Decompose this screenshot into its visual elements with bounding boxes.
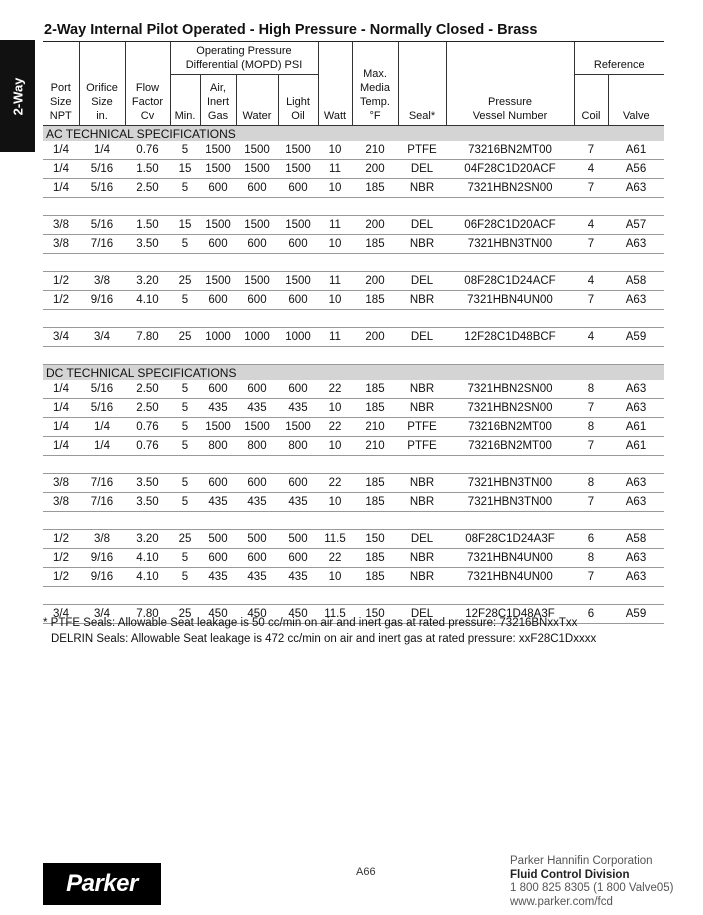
header-operating-pressure: Operating Pressure Differential (MOPD) PSI — [170, 42, 318, 75]
table-row — [43, 418, 664, 437]
table-cell: DEL — [398, 328, 446, 347]
table-cell: 600 — [278, 291, 318, 310]
group-spacer — [43, 512, 664, 530]
table-cell: 450 — [236, 605, 278, 624]
table-cell: 5/16 — [79, 160, 125, 179]
header-valve: Valve — [608, 75, 664, 126]
table-row — [43, 549, 664, 568]
table-cell: 0.76 — [125, 437, 170, 456]
header-water: Water — [236, 75, 278, 126]
table-cell: 4 — [574, 272, 608, 291]
table-cell: 600 — [200, 474, 236, 493]
table-cell: 25 — [170, 272, 200, 291]
table-cell: A63 — [608, 235, 664, 254]
table-cell: 3/8 — [79, 272, 125, 291]
table-cell: 8 — [574, 418, 608, 437]
table-cell: 7 — [574, 235, 608, 254]
table-cell: 7.80 — [125, 605, 170, 624]
table-cell: 0.76 — [125, 418, 170, 437]
side-tab-label: 2-Way — [10, 77, 25, 115]
table-cell: 185 — [352, 568, 398, 587]
table-cell: 1500 — [200, 216, 236, 235]
table-row — [43, 272, 664, 291]
table-cell: 7 — [574, 399, 608, 418]
table-cell: A59 — [608, 328, 664, 347]
table-cell: 11 — [318, 328, 352, 347]
table-cell: 1000 — [200, 328, 236, 347]
table-cell: 5/16 — [79, 179, 125, 198]
table-cell: 185 — [352, 179, 398, 198]
table-cell: 8 — [574, 380, 608, 399]
table-cell: 800 — [200, 437, 236, 456]
table-cell: 600 — [236, 291, 278, 310]
table-cell: 3/4 — [43, 328, 79, 347]
table-cell: 7321HBN3TN00 — [446, 493, 574, 512]
table-cell: A63 — [608, 380, 664, 399]
spec-table-body — [43, 126, 664, 624]
table-cell: 3.20 — [125, 272, 170, 291]
table-cell: 7/16 — [79, 474, 125, 493]
company-url: www.parker.com/fcd — [510, 895, 613, 908]
table-cell: 1/2 — [43, 549, 79, 568]
table-cell: 11.5 — [318, 530, 352, 549]
table-row — [43, 530, 664, 549]
table-cell: 800 — [278, 437, 318, 456]
table-cell: 1500 — [278, 418, 318, 437]
table-cell: 150 — [352, 530, 398, 549]
table-cell: 15 — [170, 160, 200, 179]
table-cell: 500 — [200, 530, 236, 549]
table-cell: 7321HBN4UN00 — [446, 291, 574, 310]
table-cell: 6 — [574, 605, 608, 624]
spec-table — [43, 41, 664, 624]
table-cell: 1500 — [278, 141, 318, 160]
table-cell: 3.50 — [125, 235, 170, 254]
footnote-ptfe: * PTFE Seals: Allowable Seat leakage is 50 cc/min on air and inert gas at rated pressure: 73216BNxxTxx — [43, 617, 578, 629]
table-cell: 1500 — [278, 272, 318, 291]
table-cell: 22 — [318, 418, 352, 437]
group-spacer — [43, 587, 664, 605]
group-spacer — [43, 347, 664, 365]
table-cell: 435 — [278, 493, 318, 512]
table-cell: 600 — [236, 474, 278, 493]
table-cell: 8 — [574, 474, 608, 493]
table-cell: 1.50 — [125, 216, 170, 235]
table-cell: 5 — [170, 568, 200, 587]
table-cell: 435 — [236, 568, 278, 587]
table-cell: 800 — [236, 437, 278, 456]
table-cell: NBR — [398, 179, 446, 198]
table-cell: 2.50 — [125, 380, 170, 399]
table-cell: 5/16 — [79, 399, 125, 418]
table-cell: 10 — [318, 291, 352, 310]
company-info — [510, 855, 673, 909]
table-cell: PTFE — [398, 141, 446, 160]
table-cell: A58 — [608, 530, 664, 549]
table-cell: A61 — [608, 418, 664, 437]
table-cell: 3/8 — [43, 474, 79, 493]
table-cell: 1500 — [236, 160, 278, 179]
table-cell: 11 — [318, 272, 352, 291]
table-cell: DEL — [398, 272, 446, 291]
table-cell: 7 — [574, 568, 608, 587]
table-cell: 600 — [236, 179, 278, 198]
parker-logo — [43, 863, 161, 905]
table-cell: 73216BN2MT00 — [446, 141, 574, 160]
table-cell: 1500 — [236, 272, 278, 291]
table-cell: A63 — [608, 474, 664, 493]
table-cell: 4.10 — [125, 291, 170, 310]
table-cell: 12F28C1D48A3F — [446, 605, 574, 624]
table-cell: 1500 — [200, 160, 236, 179]
table-cell: 450 — [200, 605, 236, 624]
table-cell: 73216BN2MT00 — [446, 437, 574, 456]
table-cell: 1500 — [200, 141, 236, 160]
table-cell: 22 — [318, 380, 352, 399]
table-row — [43, 568, 664, 587]
table-cell: 1500 — [236, 141, 278, 160]
section-header — [43, 365, 664, 381]
table-row — [43, 160, 664, 179]
table-cell: 10 — [318, 437, 352, 456]
table-cell: 1/4 — [43, 160, 79, 179]
table-cell: 1/4 — [43, 179, 79, 198]
table-cell: A61 — [608, 141, 664, 160]
table-row — [43, 399, 664, 418]
table-cell: A63 — [608, 568, 664, 587]
table-cell: 9/16 — [79, 549, 125, 568]
table-cell: 7321HBN4UN00 — [446, 568, 574, 587]
table-cell: 210 — [352, 141, 398, 160]
table-cell: 185 — [352, 235, 398, 254]
table-cell: 1/4 — [43, 141, 79, 160]
table-cell: 7 — [574, 493, 608, 512]
table-cell: 150 — [352, 605, 398, 624]
table-cell: 6 — [574, 530, 608, 549]
table-cell: 12F28C1D48BCF — [446, 328, 574, 347]
table-cell: NBR — [398, 291, 446, 310]
table-cell: 3.50 — [125, 493, 170, 512]
table-cell: A63 — [608, 493, 664, 512]
table-cell: NBR — [398, 399, 446, 418]
table-cell: A56 — [608, 160, 664, 179]
table-cell: 3/8 — [43, 235, 79, 254]
table-cell: 185 — [352, 380, 398, 399]
table-cell: 1.50 — [125, 160, 170, 179]
table-cell: 1/4 — [79, 437, 125, 456]
group-spacer — [43, 456, 664, 474]
table-cell: 7321HBN3TN00 — [446, 235, 574, 254]
table-cell: 600 — [278, 380, 318, 399]
table-cell: 1/4 — [43, 380, 79, 399]
table-cell: 1/4 — [43, 418, 79, 437]
table-cell: 7321HBN4UN00 — [446, 549, 574, 568]
table-cell: PTFE — [398, 437, 446, 456]
table-cell: 185 — [352, 493, 398, 512]
table-cell: 185 — [352, 291, 398, 310]
table-cell: 1/4 — [43, 399, 79, 418]
table-cell: 73216BN2MT00 — [446, 418, 574, 437]
table-cell: NBR — [398, 235, 446, 254]
section-title: DC TECHNICAL SPECIFICATIONS — [43, 365, 664, 381]
table-cell: A61 — [608, 437, 664, 456]
table-cell: 600 — [236, 380, 278, 399]
table-cell: 4.10 — [125, 568, 170, 587]
table-cell: 4 — [574, 216, 608, 235]
header-min: Min. — [170, 75, 200, 126]
table-cell: 5 — [170, 549, 200, 568]
group-spacer — [43, 254, 664, 272]
parker-logo-text: Parker — [66, 870, 138, 897]
header-seal: Seal* — [398, 42, 446, 126]
table-cell: 600 — [200, 235, 236, 254]
side-tab — [0, 40, 35, 152]
table-cell: 1/2 — [43, 530, 79, 549]
company-name: Parker Hannifin Corporation — [510, 855, 653, 867]
table-cell: 600 — [278, 549, 318, 568]
section-header — [43, 126, 664, 142]
table-cell: 500 — [236, 530, 278, 549]
table-cell: 3/8 — [43, 493, 79, 512]
table-cell: 22 — [318, 549, 352, 568]
table-cell: 9/16 — [79, 291, 125, 310]
table-cell: A63 — [608, 291, 664, 310]
table-cell: 7321HBN3TN00 — [446, 474, 574, 493]
table-cell: DEL — [398, 530, 446, 549]
table-cell: 10 — [318, 235, 352, 254]
table-row — [43, 141, 664, 160]
table-cell: 7.80 — [125, 328, 170, 347]
table-row — [43, 179, 664, 198]
table-cell: 600 — [200, 179, 236, 198]
table-cell: 10 — [318, 568, 352, 587]
table-cell: 7321HBN2SN00 — [446, 179, 574, 198]
table-cell: 1500 — [236, 418, 278, 437]
table-cell: NBR — [398, 549, 446, 568]
table-cell: 600 — [200, 549, 236, 568]
table-cell: 06F28C1D20ACF — [446, 216, 574, 235]
header-pressure-vessel: Pressure Vessel Number — [446, 42, 574, 126]
table-cell: 7 — [574, 291, 608, 310]
group-spacer — [43, 310, 664, 328]
table-cell: 600 — [278, 474, 318, 493]
table-cell: 600 — [200, 380, 236, 399]
table-cell: 4 — [574, 160, 608, 179]
table-cell: 1500 — [200, 418, 236, 437]
table-row — [43, 474, 664, 493]
table-cell: 1/2 — [43, 291, 79, 310]
table-cell: 600 — [236, 549, 278, 568]
table-cell: 3.20 — [125, 530, 170, 549]
table-cell: 435 — [278, 568, 318, 587]
table-cell: 5 — [170, 179, 200, 198]
table-cell: 600 — [278, 179, 318, 198]
table-cell: 3/8 — [43, 216, 79, 235]
page-number: A66 — [356, 866, 376, 878]
table-row — [43, 216, 664, 235]
table-cell: 1/2 — [43, 272, 79, 291]
table-cell: 25 — [170, 328, 200, 347]
table-cell: 435 — [200, 399, 236, 418]
table-cell: 5 — [170, 493, 200, 512]
table-row — [43, 380, 664, 399]
table-cell: 25 — [170, 605, 200, 624]
company-phone: 1 800 825 8305 (1 800 Valve05) — [510, 882, 674, 894]
table-cell: 600 — [236, 235, 278, 254]
group-spacer — [43, 198, 664, 216]
table-cell: 10 — [318, 493, 352, 512]
table-cell: 210 — [352, 418, 398, 437]
table-cell: 500 — [278, 530, 318, 549]
table-cell: 1000 — [236, 328, 278, 347]
table-cell: 5 — [170, 474, 200, 493]
table-cell: 450 — [278, 605, 318, 624]
header-light-oil: Light Oil — [278, 75, 318, 126]
header-air-inert-gas: Air, Inert Gas — [200, 75, 236, 126]
table-cell: A59 — [608, 605, 664, 624]
table-cell: A63 — [608, 179, 664, 198]
header-watt: Watt — [318, 42, 352, 126]
table-cell: 5/16 — [79, 380, 125, 399]
table-cell: 1500 — [200, 272, 236, 291]
table-cell: 3/4 — [79, 605, 125, 624]
table-row — [43, 328, 664, 347]
table-cell: 435 — [236, 493, 278, 512]
company-division: Fluid Control Division — [510, 868, 630, 881]
table-row — [43, 235, 664, 254]
table-cell: NBR — [398, 380, 446, 399]
table-cell: 1500 — [278, 160, 318, 179]
table-cell: A63 — [608, 399, 664, 418]
table-cell: DEL — [398, 160, 446, 179]
table-cell: 7 — [574, 437, 608, 456]
table-cell: 435 — [200, 568, 236, 587]
table-cell: 1/4 — [43, 437, 79, 456]
table-cell: 11.5 — [318, 605, 352, 624]
table-row — [43, 437, 664, 456]
table-cell: 600 — [200, 291, 236, 310]
table-cell: 5 — [170, 418, 200, 437]
table-cell: 04F28C1D20ACF — [446, 160, 574, 179]
table-cell: 2.50 — [125, 179, 170, 198]
table-cell: 7/16 — [79, 235, 125, 254]
table-cell: 7 — [574, 141, 608, 160]
header-port: Port Size NPT — [43, 42, 79, 126]
table-cell: NBR — [398, 474, 446, 493]
table-cell: 11 — [318, 160, 352, 179]
table-cell: 1/2 — [43, 568, 79, 587]
table-cell: 185 — [352, 399, 398, 418]
table-cell: 200 — [352, 328, 398, 347]
table-cell: PTFE — [398, 418, 446, 437]
table-cell: 0.76 — [125, 141, 170, 160]
table-cell: 5 — [170, 291, 200, 310]
table-cell: 1/4 — [79, 141, 125, 160]
table-cell: 7321HBN2SN00 — [446, 399, 574, 418]
table-cell: A57 — [608, 216, 664, 235]
section-title: AC TECHNICAL SPECIFICATIONS — [43, 126, 664, 142]
header-flow-factor: Flow Factor Cv — [125, 42, 170, 126]
table-cell: 5 — [170, 235, 200, 254]
table-cell: 8 — [574, 549, 608, 568]
table-cell: 08F28C1D24A3F — [446, 530, 574, 549]
table-cell: 5 — [170, 399, 200, 418]
table-cell: 9/16 — [79, 568, 125, 587]
table-cell: 200 — [352, 216, 398, 235]
table-cell: DEL — [398, 605, 446, 624]
table-cell: 5/16 — [79, 216, 125, 235]
table-cell: 4 — [574, 328, 608, 347]
table-cell: NBR — [398, 493, 446, 512]
table-cell: 185 — [352, 549, 398, 568]
table-cell: A58 — [608, 272, 664, 291]
table-cell: 10 — [318, 399, 352, 418]
page-title: 2-Way Internal Pilot Operated - High Pressure - Normally Closed - Brass — [44, 22, 538, 38]
table-cell: 4.10 — [125, 549, 170, 568]
table-cell: 210 — [352, 437, 398, 456]
table-cell: 600 — [278, 235, 318, 254]
table-cell: 3/8 — [79, 530, 125, 549]
footnote-delrin: DELRIN Seals: Allowable Seat leakage is 472 cc/min on air and inert gas at rated pressure: xxF28C1Dxxxx — [51, 633, 597, 645]
table-cell: 5 — [170, 437, 200, 456]
table-cell: 1/4 — [79, 418, 125, 437]
table-cell: 200 — [352, 272, 398, 291]
table-cell: A63 — [608, 549, 664, 568]
table-cell: 3/4 — [43, 605, 79, 624]
header-coil: Coil — [574, 75, 608, 126]
table-cell: 185 — [352, 474, 398, 493]
table-cell: 22 — [318, 474, 352, 493]
table-cell: 2.50 — [125, 399, 170, 418]
table-cell: NBR — [398, 568, 446, 587]
table-cell: 1000 — [278, 328, 318, 347]
table-cell: 7/16 — [79, 493, 125, 512]
table-cell: 200 — [352, 160, 398, 179]
table-cell: 7 — [574, 179, 608, 198]
table-cell: 5 — [170, 380, 200, 399]
table-cell: 11 — [318, 216, 352, 235]
table-row — [43, 493, 664, 512]
table-cell: 7321HBN2SN00 — [446, 380, 574, 399]
table-cell: 1500 — [278, 216, 318, 235]
table-cell: 5 — [170, 141, 200, 160]
table-cell: 08F28C1D24ACF — [446, 272, 574, 291]
header-orifice: Orifice Size in. — [79, 42, 125, 126]
header-reference: Reference — [574, 42, 664, 75]
header-max-temp: Max. Media Temp. °F — [352, 42, 398, 126]
table-cell: 435 — [278, 399, 318, 418]
table-row — [43, 291, 664, 310]
table-cell: 435 — [200, 493, 236, 512]
table-cell: 3/4 — [79, 328, 125, 347]
table-cell: 15 — [170, 216, 200, 235]
table-cell: 1500 — [236, 216, 278, 235]
table-cell: 10 — [318, 179, 352, 198]
table-cell: DEL — [398, 216, 446, 235]
table-cell: 10 — [318, 141, 352, 160]
table-cell: 3.50 — [125, 474, 170, 493]
table-cell: 25 — [170, 530, 200, 549]
table-cell: 435 — [236, 399, 278, 418]
